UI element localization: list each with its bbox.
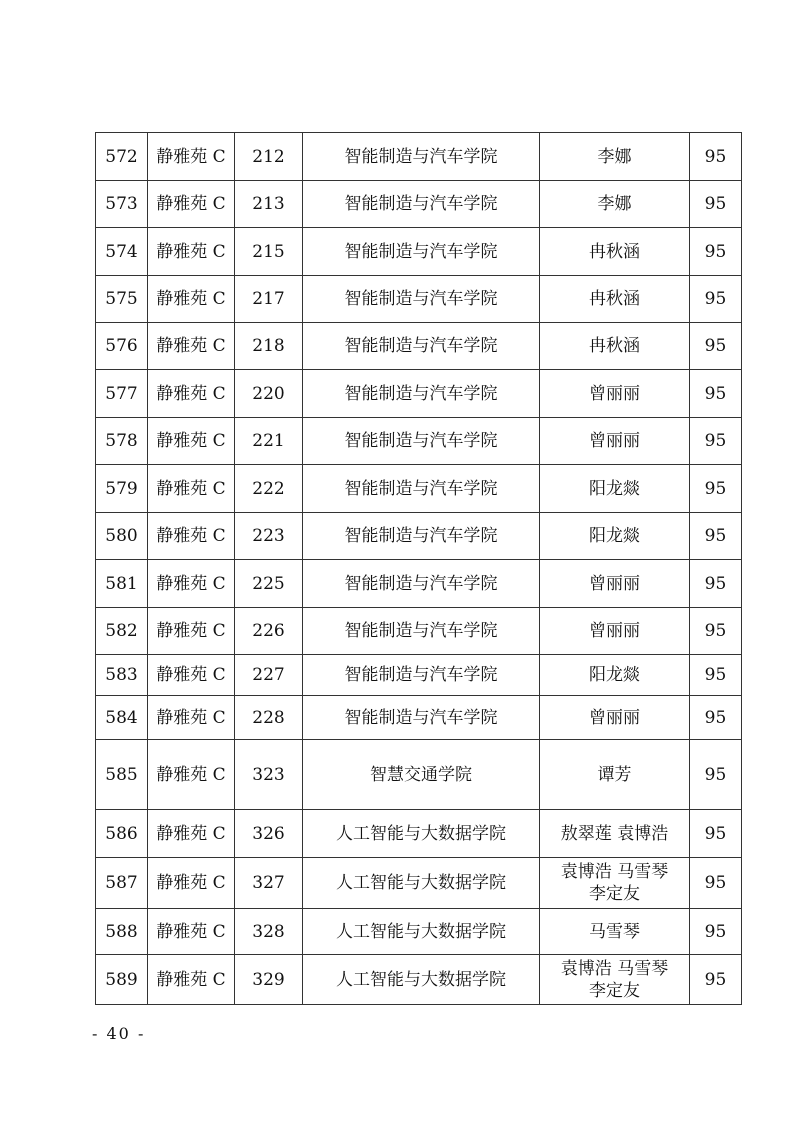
- responsible-person-cell: [540, 228, 690, 276]
- score-cell: 95: [690, 228, 742, 276]
- college-cell: 智能制造与汽车学院: [303, 323, 540, 370]
- college-cell: 智能制造与汽车学院: [303, 276, 540, 323]
- table-row: [96, 909, 742, 955]
- responsible-person-cell: [540, 955, 690, 1005]
- person-name: 冉秋涵: [589, 241, 640, 262]
- room-number-cell: 221: [235, 418, 303, 465]
- table-row: [96, 740, 742, 810]
- score-cell: 95: [690, 513, 742, 560]
- table-row: [96, 228, 742, 276]
- row-number-cell: 576: [96, 323, 148, 370]
- row-number-cell: 587: [96, 858, 148, 909]
- table-row: [96, 655, 742, 696]
- page-number: - 40 -: [92, 1024, 146, 1043]
- score-cell: 95: [690, 181, 742, 228]
- person-name: 李定友: [589, 884, 640, 904]
- score-cell: 95: [690, 655, 742, 696]
- room-number-cell: 329: [235, 955, 303, 1005]
- college-cell: 智能制造与汽车学院: [303, 560, 540, 608]
- building-cell: 静雅苑 C: [148, 465, 235, 513]
- room-number-cell: 215: [235, 228, 303, 276]
- table-row: [96, 858, 742, 909]
- table-row: [96, 133, 742, 181]
- room-number-cell: 218: [235, 323, 303, 370]
- row-number-cell: 584: [96, 696, 148, 740]
- college-cell: 智能制造与汽车学院: [303, 465, 540, 513]
- person-name: 敖翠莲 袁博浩: [560, 823, 669, 844]
- building-cell: 静雅苑 C: [148, 909, 235, 955]
- room-number-cell: 328: [235, 909, 303, 955]
- college-cell: 智能制造与汽车学院: [303, 418, 540, 465]
- college-cell: 智能制造与汽车学院: [303, 181, 540, 228]
- building-cell: 静雅苑 C: [148, 696, 235, 740]
- building-cell: 静雅苑 C: [148, 955, 235, 1005]
- responsible-person-cell: [540, 513, 690, 560]
- row-number-cell: 586: [96, 810, 148, 858]
- row-number-cell: 577: [96, 370, 148, 418]
- row-number-cell: 582: [96, 608, 148, 655]
- responsible-person-cell: [540, 465, 690, 513]
- score-cell: 95: [690, 696, 742, 740]
- responsible-person-cell: [540, 560, 690, 608]
- score-cell: 95: [690, 909, 742, 955]
- college-cell: 人工智能与大数据学院: [303, 810, 540, 858]
- table-row: [96, 370, 742, 418]
- building-cell: 静雅苑 C: [148, 560, 235, 608]
- college-cell: 智能制造与汽车学院: [303, 696, 540, 740]
- responsible-person-cell: [540, 181, 690, 228]
- building-cell: 静雅苑 C: [148, 133, 235, 181]
- table-row: [96, 323, 742, 370]
- building-cell: 静雅苑 C: [148, 513, 235, 560]
- responsible-person-cell: [540, 696, 690, 740]
- person-name: 曾丽丽: [589, 621, 640, 641]
- person-name: 阳龙燚: [589, 665, 640, 685]
- responsible-person-cell: [540, 810, 690, 858]
- building-cell: 静雅苑 C: [148, 608, 235, 655]
- room-number-cell: 225: [235, 560, 303, 608]
- person-name: 曾丽丽: [589, 707, 640, 728]
- room-number-cell: 217: [235, 276, 303, 323]
- table-row: [96, 465, 742, 513]
- college-cell: 智能制造与汽车学院: [303, 228, 540, 276]
- score-cell: 95: [690, 133, 742, 181]
- room-number-cell: 213: [235, 181, 303, 228]
- responsible-person-cell: [540, 323, 690, 370]
- room-number-cell: 220: [235, 370, 303, 418]
- person-name: 李定友: [589, 980, 640, 1001]
- college-cell: 智能制造与汽车学院: [303, 370, 540, 418]
- person-name: 曾丽丽: [589, 383, 640, 404]
- row-number-cell: 581: [96, 560, 148, 608]
- score-cell: 95: [690, 810, 742, 858]
- table-row: [96, 513, 742, 560]
- room-number-cell: 228: [235, 696, 303, 740]
- score-cell: 95: [690, 608, 742, 655]
- room-number-cell: 327: [235, 858, 303, 909]
- score-cell: 95: [690, 560, 742, 608]
- row-number-cell: 578: [96, 418, 148, 465]
- row-number-cell: 585: [96, 740, 148, 810]
- row-number-cell: 574: [96, 228, 148, 276]
- row-number-cell: 573: [96, 181, 148, 228]
- score-cell: 95: [690, 418, 742, 465]
- person-name: 阳龙燚: [589, 478, 640, 499]
- person-name: 马雪琴: [589, 921, 640, 942]
- responsible-person-cell: [540, 655, 690, 696]
- college-cell: 智能制造与汽车学院: [303, 655, 540, 696]
- college-cell: 智能制造与汽车学院: [303, 133, 540, 181]
- responsible-person-cell: [540, 370, 690, 418]
- table-row: [96, 696, 742, 740]
- person-name: 谭芳: [597, 764, 632, 785]
- person-name: 冉秋涵: [589, 336, 640, 356]
- building-cell: 静雅苑 C: [148, 323, 235, 370]
- responsible-person-cell: [540, 608, 690, 655]
- college-cell: 人工智能与大数据学院: [303, 909, 540, 955]
- table-row: [96, 181, 742, 228]
- table-row: [96, 560, 742, 608]
- college-cell: 人工智能与大数据学院: [303, 955, 540, 1005]
- building-cell: 静雅苑 C: [148, 810, 235, 858]
- person-name: 袁博浩 马雪琴: [560, 958, 669, 979]
- building-cell: 静雅苑 C: [148, 228, 235, 276]
- score-cell: 95: [690, 276, 742, 323]
- college-cell: 智能制造与汽车学院: [303, 513, 540, 560]
- person-name: 阳龙燚: [589, 526, 640, 546]
- table-body: [96, 133, 742, 1005]
- room-number-cell: 227: [235, 655, 303, 696]
- building-cell: 静雅苑 C: [148, 181, 235, 228]
- person-name: 曾丽丽: [589, 573, 640, 594]
- row-number-cell: 583: [96, 655, 148, 696]
- building-cell: 静雅苑 C: [148, 276, 235, 323]
- row-number-cell: 579: [96, 465, 148, 513]
- college-cell: 智慧交通学院: [303, 740, 540, 810]
- person-name: 李娜: [597, 146, 632, 167]
- responsible-person-cell: [540, 133, 690, 181]
- table-row: [96, 608, 742, 655]
- dormitory-inspection-table: [95, 132, 742, 1005]
- row-number-cell: 589: [96, 955, 148, 1005]
- room-number-cell: 212: [235, 133, 303, 181]
- person-name: 曾丽丽: [589, 431, 640, 451]
- responsible-person-cell: [540, 858, 690, 909]
- room-number-cell: 223: [235, 513, 303, 560]
- responsible-person-cell: [540, 418, 690, 465]
- college-cell: 智能制造与汽车学院: [303, 608, 540, 655]
- table-row: [96, 955, 742, 1005]
- college-cell: 人工智能与大数据学院: [303, 858, 540, 909]
- person-name: 冉秋涵: [589, 289, 640, 309]
- responsible-person-cell: [540, 740, 690, 810]
- score-cell: 95: [690, 465, 742, 513]
- row-number-cell: 580: [96, 513, 148, 560]
- room-number-cell: 222: [235, 465, 303, 513]
- score-cell: 95: [690, 955, 742, 1005]
- person-name: 李娜: [597, 194, 632, 214]
- row-number-cell: 572: [96, 133, 148, 181]
- score-cell: 95: [690, 740, 742, 810]
- score-cell: 95: [690, 858, 742, 909]
- responsible-person-cell: [540, 909, 690, 955]
- room-number-cell: 226: [235, 608, 303, 655]
- building-cell: 静雅苑 C: [148, 370, 235, 418]
- building-cell: 静雅苑 C: [148, 655, 235, 696]
- row-number-cell: 588: [96, 909, 148, 955]
- building-cell: 静雅苑 C: [148, 418, 235, 465]
- room-number-cell: 323: [235, 740, 303, 810]
- responsible-person-cell: [540, 276, 690, 323]
- score-cell: 95: [690, 370, 742, 418]
- table-row: [96, 276, 742, 323]
- building-cell: 静雅苑 C: [148, 858, 235, 909]
- table-row: [96, 418, 742, 465]
- table-row: [96, 810, 742, 858]
- score-cell: 95: [690, 323, 742, 370]
- building-cell: 静雅苑 C: [148, 740, 235, 810]
- room-number-cell: 326: [235, 810, 303, 858]
- row-number-cell: 575: [96, 276, 148, 323]
- person-name: 袁博浩 马雪琴: [560, 862, 669, 882]
